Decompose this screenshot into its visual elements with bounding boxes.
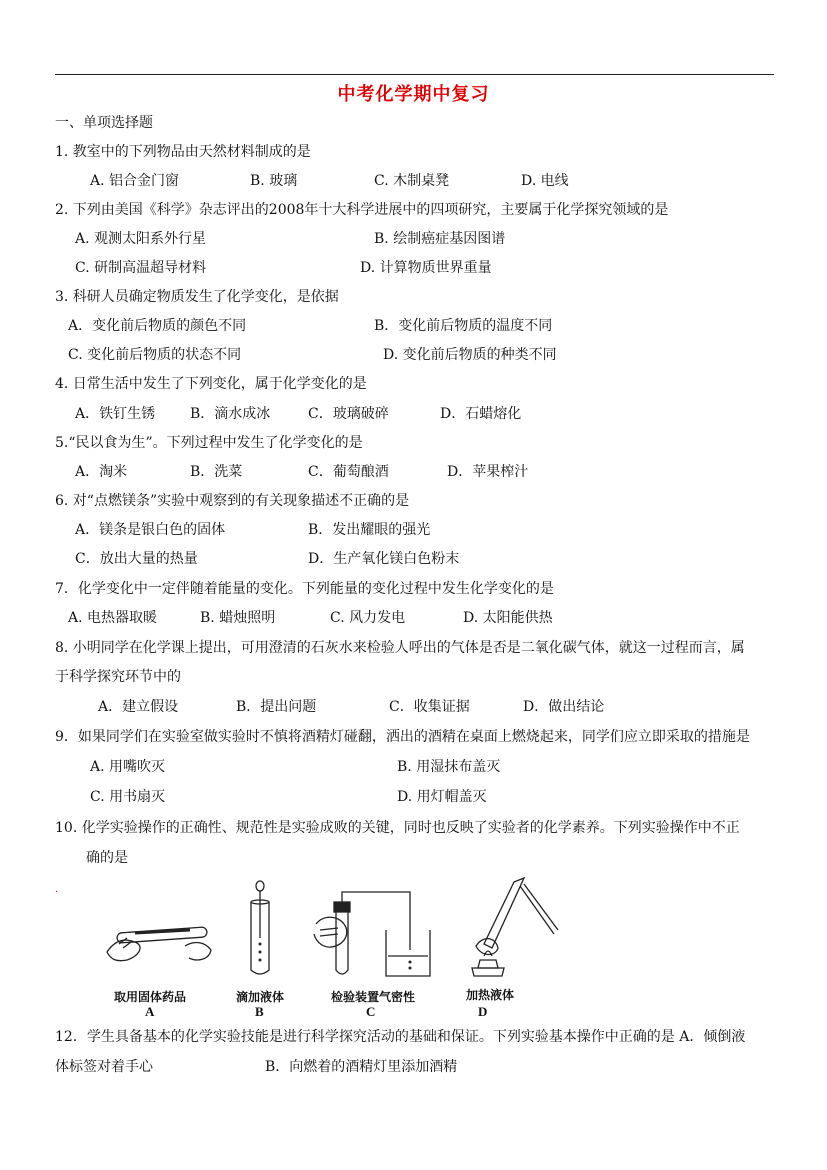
q1-option-c: C. 木制桌凳 — [374, 173, 450, 189]
q5-option-d: D．苹果榨汁 — [447, 464, 529, 480]
q4-option-d: D．石蜡熔化 — [440, 406, 522, 422]
figure-b-caption: 滴加液体 — [235, 990, 284, 1004]
q5-option-a: A．淘米 — [75, 464, 128, 480]
q6-stem: 6. 对“点燃镁条”实验中观察到的有关现象描述不正确的是 — [55, 493, 410, 509]
q9-option-a: A. 用嘴吹灭 — [90, 759, 166, 775]
q1-option-b: B. 玻璃 — [250, 173, 298, 189]
q1-option-a: A. 铝合金门窗 — [90, 173, 180, 189]
q5-stem: 5.“民以食为生”。下列过程中发生了化学变化的是 — [55, 435, 363, 451]
q7-stem: 7．化学变化中一定伴随着能量的变化。下列能量的变化过程中发生化学变化的是 — [55, 581, 554, 597]
q5-option-b: B．洗菜 — [190, 464, 243, 480]
q10-stem-line2: 确的是 — [86, 850, 128, 866]
q2-stem: 2. 下列由美国《科学》杂志评出的2008年十大科学进展中的四项研究，主要属于化学探究领域的是 — [55, 202, 669, 218]
q3-option-c: C. 变化前后物质的状态不同 — [68, 347, 242, 363]
q4-option-a: A．铁钉生锈 — [75, 406, 156, 422]
figure-d-caption: 加热液体 — [465, 988, 514, 1002]
q3-option-b: B．变化前后物质的温度不同 — [374, 318, 553, 334]
q7-option-a: A. 电热器取暖 — [68, 610, 158, 626]
q9-option-c: C. 用书扇灭 — [90, 789, 166, 805]
q8-option-a: A．建立假设 — [98, 699, 179, 715]
q6-option-a: A．镁条是银白色的固体 — [75, 522, 226, 538]
q8-option-b: B．提出问题 — [236, 699, 317, 715]
q9-option-d: D. 用灯帽盖灭 — [397, 789, 487, 805]
section-heading: 一、单项选择题 — [55, 115, 153, 131]
q8-option-c: C．收集证据 — [389, 699, 470, 715]
q10-stem-line1: 10. 化学实验操作的正确性、规范性是实验成败的关键，同时也反映了实验者的化学素养。下列实验操作中不正 — [55, 820, 740, 836]
q6-option-d: D．生产氧化镁白色粉末 — [308, 551, 460, 567]
q2-option-d: D. 计算物质世界重量 — [360, 260, 492, 276]
figure-a-solid-reagent — [105, 920, 215, 970]
q3-option-a: A．变化前后物质的颜色不同 — [68, 318, 247, 334]
q4-option-b: B．滴水成冰 — [190, 406, 271, 422]
q7-option-b: B. 蜡烛照明 — [200, 610, 276, 626]
q12-stem-line2: 体标签对着手心 — [55, 1059, 153, 1075]
q2-option-b: B. 绘制癌症基因图谱 — [374, 231, 506, 247]
q4-stem: 4. 日常生活中发生了下列变化，属于化学变化的是 — [55, 376, 367, 392]
q3-option-d: D. 变化前后物质的种类不同 — [383, 347, 557, 363]
figure-a-letter: A — [145, 1004, 155, 1019]
q9-option-b: B. 用湿抹布盖灭 — [397, 759, 501, 775]
figure-a-caption: 取用固体药品 — [113, 990, 186, 1004]
figure-b-add-liquid — [245, 878, 275, 978]
q2-option-c: C. 研制高温超导材料 — [75, 260, 207, 276]
q8-stem-line1: 8. 小明同学在化学课上提出，可用澄清的石灰水来检验人呼出的气体是否是二氧化碳气体，就这一过程而言，属 — [55, 640, 745, 656]
q2-option-a: A. 观测太阳系外行星 — [75, 231, 207, 247]
q8-option-d: D．做出结论 — [523, 699, 605, 715]
q3-stem: 3. 科研人员确定物质发生了化学变化，是依据 — [55, 289, 339, 305]
page-title: 中考化学期中复习 — [337, 84, 490, 105]
header-rule — [55, 74, 774, 75]
figure-c-airtightness — [310, 880, 430, 980]
q7-option-c: C. 风力发电 — [330, 610, 406, 626]
q1-option-d: D. 电线 — [521, 173, 569, 189]
figure-d-letter: D — [478, 1004, 488, 1019]
figure-c-letter: C — [366, 1004, 376, 1019]
figure-c-caption: 检验装置气密性 — [330, 990, 415, 1004]
stray-mark: . — [55, 884, 59, 895]
q6-option-c: C．放出大量的热量 — [75, 551, 198, 567]
q6-option-b: B．发出耀眼的强光 — [308, 522, 431, 538]
q8-stem-line2: 于科学探究环节中的 — [55, 669, 181, 685]
q4-option-c: C．玻璃破碎 — [308, 406, 389, 422]
q9-stem: 9．如果同学们在实验室做实验时不慎将酒精灯碰翻，洒出的酒精在桌面上燃烧起来，同学们应立即采取的措施是 — [55, 729, 750, 745]
q7-option-d: D. 太阳能供热 — [463, 610, 553, 626]
q5-option-c: C．葡萄酿酒 — [308, 464, 389, 480]
figure-b-letter: B — [255, 1004, 264, 1019]
q1-stem: 1. 教室中的下列物品由天然材料制成的是 — [55, 144, 311, 160]
q12-stem-line1: 12．学生具备基本的化学实验技能是进行科学探究活动的基础和保证。下列实验基本操作中正确的是 A．倾倒液 — [55, 1029, 746, 1045]
figure-d-heat-liquid — [462, 876, 562, 980]
q12-option-b: B．向燃着的酒精灯里添加酒精 — [265, 1059, 458, 1075]
